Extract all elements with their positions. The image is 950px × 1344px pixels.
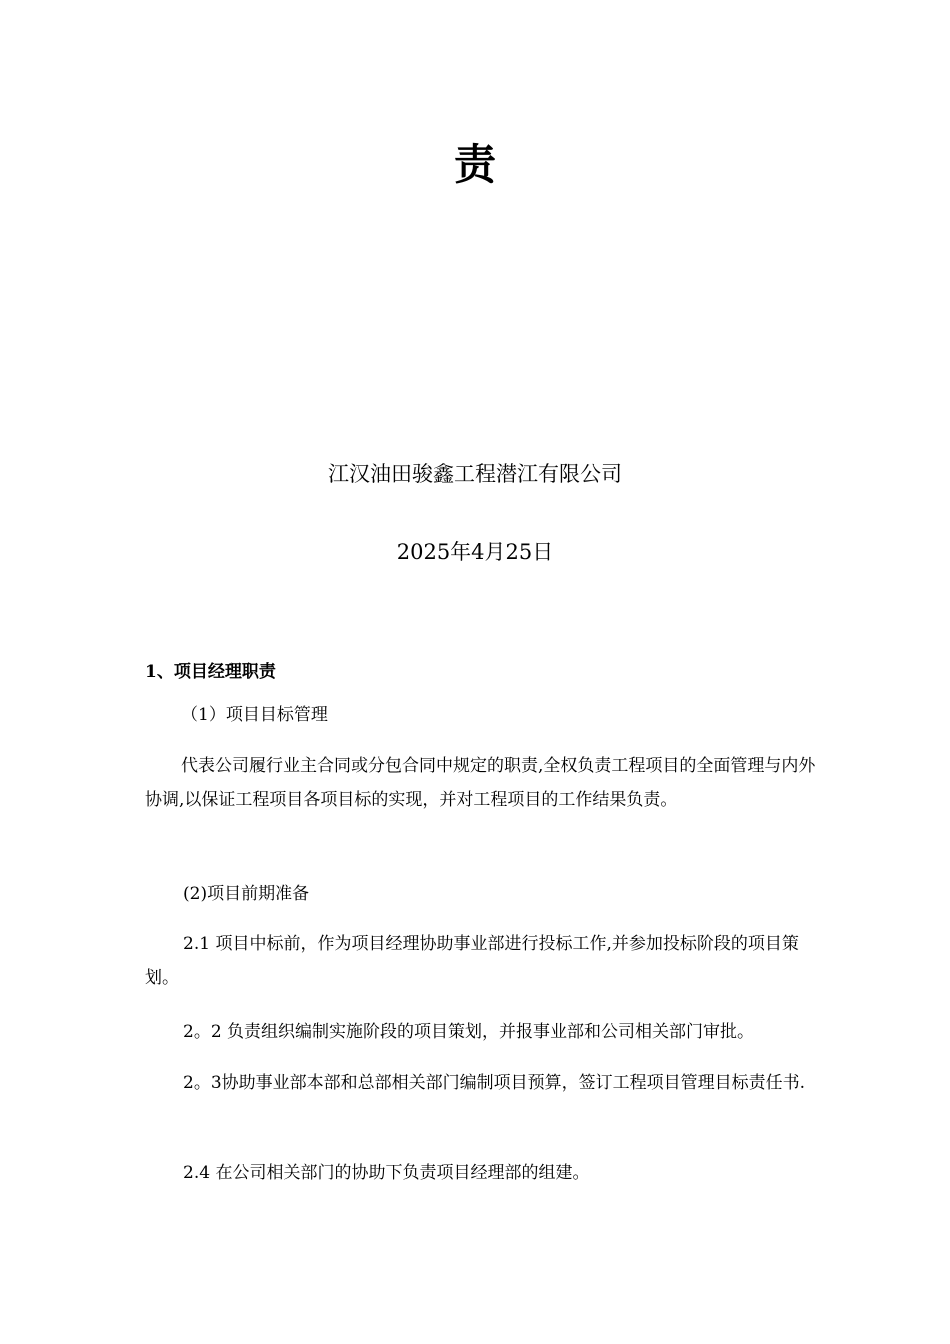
subsection-title: （1）项目目标管理 (181, 705, 328, 725)
list-item: 2。3协助事业部本部和总部相关部门编制项目预算，签订工程项目管理目标责任书. (183, 1073, 806, 1093)
company-name: 江汉油田骏鑫工程潜江有限公司 (328, 462, 622, 486)
list-item: 2.1 项目中标前，作为项目经理协助事业部进行投标工作,并参加投标阶段的项目策划。 (145, 934, 799, 988)
section-heading: 1、项目经理职责 (145, 662, 276, 682)
document-title: 责 (453, 140, 496, 189)
paragraph: 代表公司履行业主合同或分包合同中规定的职责,全权负责工程项目的全面管理与内外协调,以保证工程项目各项目标的实现，并对工程项目的工作结果负责。 (145, 756, 816, 810)
list-item: 2。2 负责组织编制实施阶段的项目策划，并报事业部和公司相关部门审批。 (183, 1022, 755, 1042)
document-date: 2025年4月25日 (396, 540, 554, 564)
list-item: 2.4 在公司相关部门的协助下负责项目经理部的组建。 (183, 1163, 590, 1183)
subsection-title: (2)项目前期准备 (183, 884, 310, 904)
